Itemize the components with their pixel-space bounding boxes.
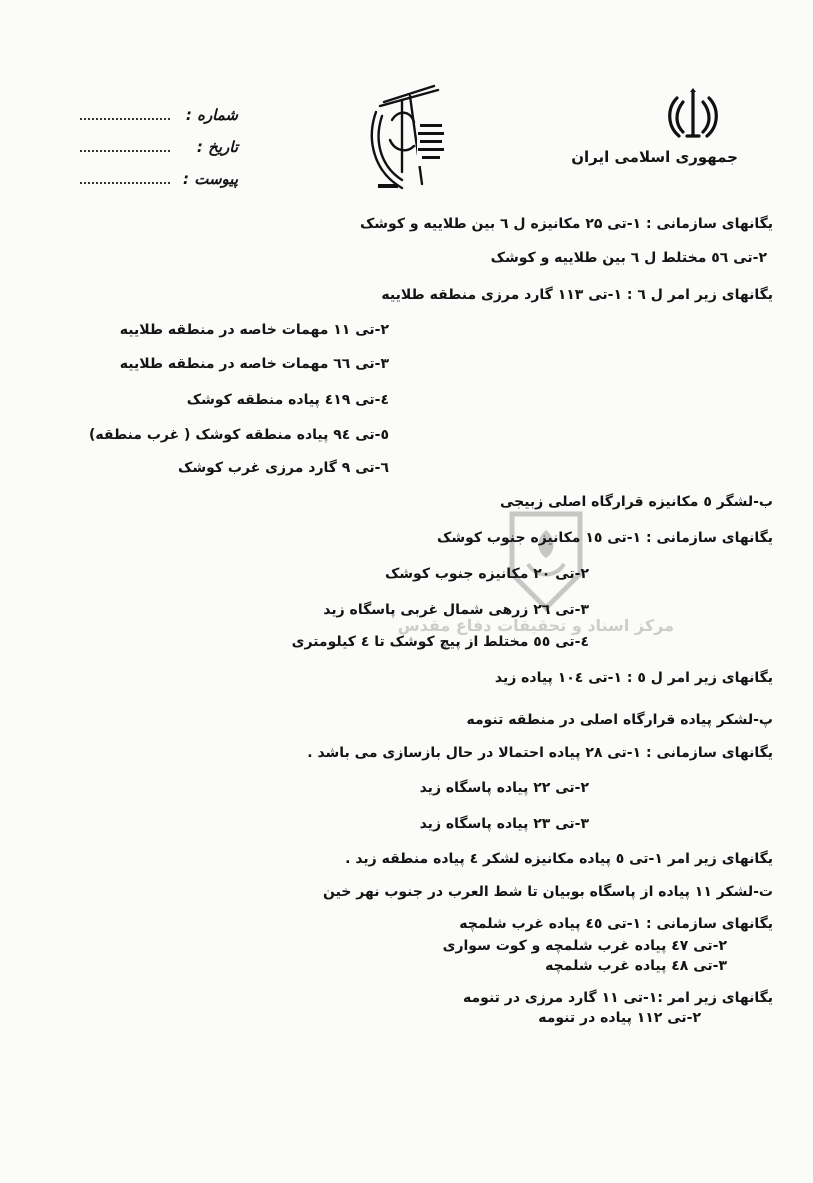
- text-line: ۲-تی ٤٧ پیاده غرب شلمچه و کوت سواری: [442, 938, 727, 954]
- attachment-label: پیوست :: [183, 170, 238, 188]
- irgc-emblem-icon: [362, 80, 452, 200]
- text-line: یگانهای زیر امر :۱-تی ۱۱ گارد مرزی در تنومه: [463, 990, 773, 1006]
- date-blank-line: [80, 150, 170, 152]
- text-line: ۲-تی ۱۱۲ پیاده در تنومه: [538, 1010, 701, 1026]
- text-line: یگانهای زیر امر ۱-تی ٥ پیاده مکانیزه لشکر ٤ پیاده منطقه زید .: [345, 851, 773, 867]
- date-label: تاریخ :: [196, 138, 238, 156]
- number-field: [78, 92, 238, 124]
- emblem-icon: [663, 88, 723, 144]
- text-line: ٤-تی ٤١٩ پیاده منطقه کوشک: [186, 392, 389, 408]
- text-line: ٥-تی ۹٤ پیاده منطقه کوشک ( غرب منطقه): [88, 427, 389, 443]
- text-line: یگانهای زیر امر ل ٥ : ۱-تی ۱۰٤ پیاده زید: [494, 670, 773, 686]
- number-blank-line: [80, 118, 170, 120]
- national-emblem: [571, 88, 738, 178]
- text-line: ب-لشگر ٥ مکانیزه قرارگاه اصلی زبیجی: [499, 494, 773, 510]
- text-line: ۲-تی ۲۲ پیاده پاسگاه زید: [419, 780, 589, 796]
- text-line: یگانهای سازمانی : ۱-تی ۲۸ پیاده احتمالا در حال بازسازی می باشد .: [307, 745, 773, 761]
- text-line: یگانهای سازمانی : ۱-تی ١٥ مکانیزه جنوب کوشک: [437, 530, 773, 546]
- emblem-caption: جمهوری اسلامی ایران: [571, 148, 738, 166]
- text-line: ۳-تی ٤٨ پیاده غرب شلمچه: [545, 958, 727, 974]
- text-line: یگانهای سازمانی : ۱-تی ۲۵ مکانیزه ل ٦ بین طلاییه و کوشک: [359, 216, 773, 232]
- text-line: ۳-تی ۲۳ پیاده پاسگاه زید: [419, 816, 589, 832]
- text-line: ٤-تی ٥٥ مختلط از پیچ کوشک تا ٤ کیلومتری: [291, 634, 589, 650]
- attachment-blank-line: [80, 182, 170, 184]
- text-line: ۳-تی ۲٦ زرهی شمال غربی پاسگاه زید: [323, 602, 589, 618]
- text-line: ۲-تی ٥٦ مختلط ل ٦ بین طلاییه و کوشک: [490, 250, 767, 266]
- irgc-logo: [362, 80, 452, 200]
- text-line: پ-لشکر پیاده قرارگاه اصلی در منطقه تنومه: [466, 712, 773, 728]
- text-line: ۳-تی ٦٦ مهمات خاصه در منطقه طلاییه: [119, 356, 389, 372]
- text-line: ٦-تی ۹ گارد مرزی غرب کوشک: [178, 460, 389, 476]
- text-line: یگانهای سازمانی : ۱-تی ٤٥ پیاده غرب شلمچه: [459, 916, 773, 932]
- watermark-text: مرکز اسناد و تحقیقات دفاع مقدس: [397, 616, 674, 635]
- letter-metadata: [78, 92, 238, 188]
- number-label: شماره :: [185, 106, 238, 124]
- text-line: یگانهای زیر امر ل ٦ : ۱-تی ۱۱۳ گارد مرزی منطقه طلاییه: [381, 287, 773, 303]
- date-field: [78, 124, 238, 156]
- text-line: ۲-تی ۲۰ مکانیزه جنوب کوشک: [384, 566, 589, 582]
- watermark-logo-icon: [506, 508, 586, 612]
- attachment-field: [78, 156, 238, 188]
- text-line: ۲-تی ۱۱ مهمات خاصه در منطقه طلاییه: [119, 322, 389, 338]
- text-line: ت-لشکر ۱۱ پیاده از پاسگاه بوبیان تا شط العرب در جنوب نهر خین: [322, 884, 773, 900]
